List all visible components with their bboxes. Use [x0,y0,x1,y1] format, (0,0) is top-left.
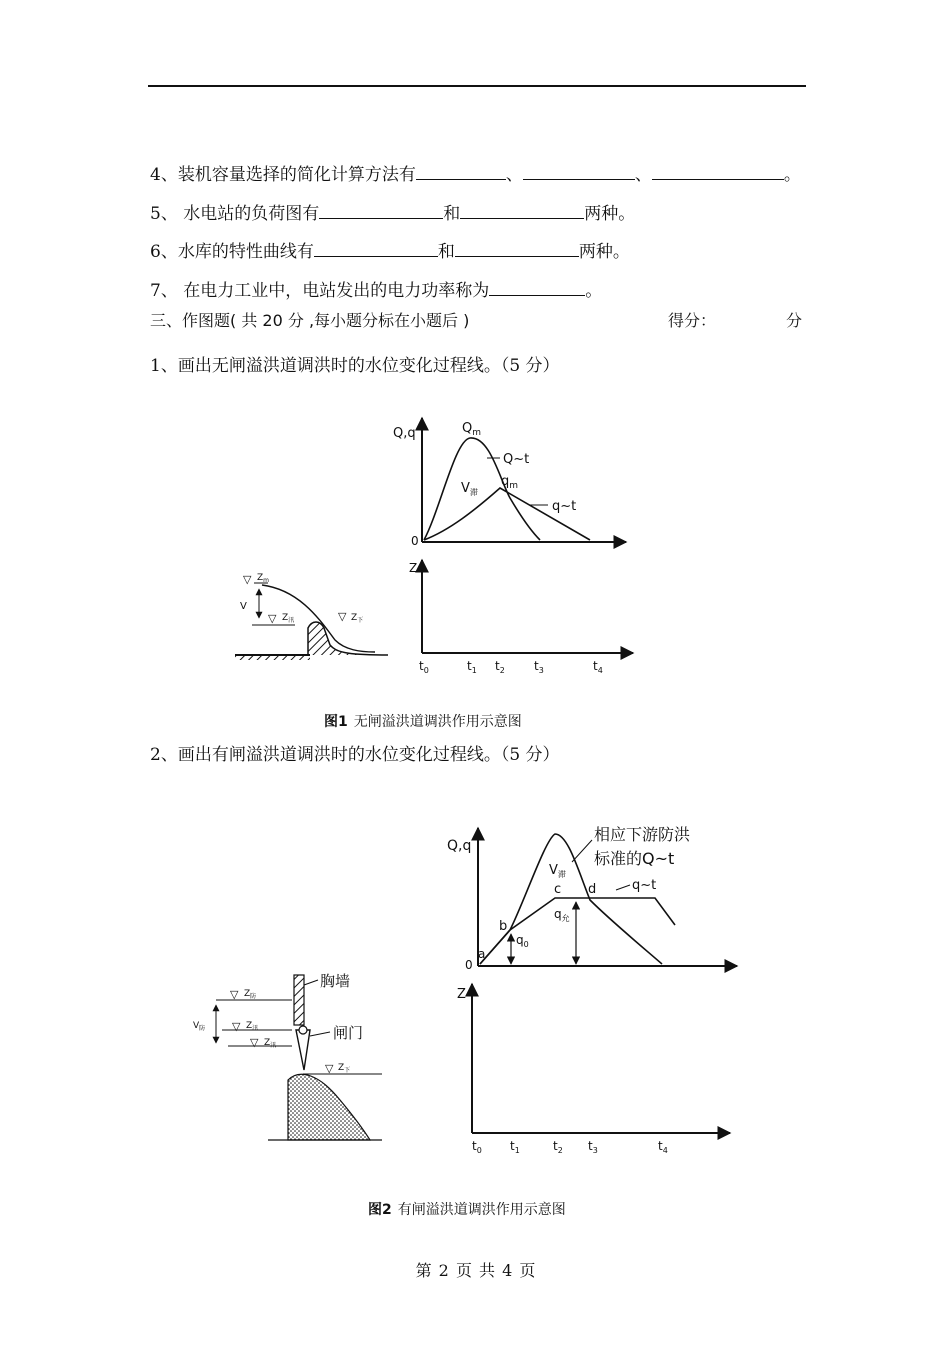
svg-text:▽: ▽ [230,988,239,1001]
fig2-v-label: $V_滞$ [549,863,566,879]
question-4-text: 4、装机容量选择的简化计算方法有 [150,165,416,185]
end-mark: 两种。 [578,242,630,262]
svg-text:▽: ▽ [325,1062,334,1075]
svg-text:▽: ▽ [232,1020,241,1033]
fig2-origin: 0 [465,958,473,972]
fig1-y-label: Q,q [393,426,416,441]
fig1-v-label: $V_滞$ [461,481,478,497]
fig2-z-label: Z [457,987,466,1002]
section-3-title: 三、作图题( 共 20 分 ,每小题分标在小题后 ) [150,311,470,330]
svg-text:Z防: $Z_防$ [244,989,257,1000]
fig1-origin: 0 [411,534,419,548]
page-footer: 第 2 页 共 4 页 [415,1261,537,1280]
figure-1-caption: 图1 无闸溢洪道调洪作用示意图 [324,714,522,730]
fig2-t2: $t_2$ [553,1139,563,1155]
fig2-c-label: c [554,882,562,897]
fig1-t3: $t_3$ [534,659,544,675]
score-unit: 分 [786,311,803,330]
fig2-qallow-label: $q_允$ [554,907,570,923]
problem-2-text: 2、画出有闸溢洪道调洪时的水位变化过程线。（5 分） [150,745,560,765]
svg-text:Z汛: $Z_汛$ [264,1038,277,1049]
end-mark: 。 [783,165,801,185]
question-6-text: 6、水库的特性曲线有 [150,242,314,262]
end-mark: 两种。 [584,204,636,224]
fig2-qt-leader [616,885,630,890]
fig2-a-label: a [478,947,486,961]
fig1-t2: $t_2$ [495,659,505,675]
conjunction: 和 [443,204,461,224]
fig2-qt-label: q~t [632,878,657,893]
end-mark: 。 [585,281,603,301]
fig2-t3: $t_3$ [588,1139,598,1155]
separator: 、 [634,165,652,185]
svg-text:Z汛: $Z_汛$ [246,1021,259,1032]
figure-2-caption: 图2 有闸溢洪道调洪作用示意图 [368,1202,566,1218]
svg-text:闸门: 闸门 [333,1024,364,1042]
svg-text:Z汛: $Z_汛$ [282,613,295,624]
fig2-outflow-curve [480,898,675,964]
svg-text:▽: ▽ [338,610,347,623]
svg-text:V: V [240,601,247,612]
problem-1-text: 1、画出无闸溢洪道调洪时的水位变化过程线。（5 分） [150,356,560,376]
svg-text:胸墙: 胸墙 [320,972,351,990]
fig2-t0: $t_0$ [472,1139,482,1155]
fig1-outflow-curve [424,488,590,540]
fig2-b-label: b [499,919,508,934]
fig2-note-line2: 标准的Q~t [594,849,675,868]
fig2-t1: $t_1$ [510,1139,520,1155]
svg-text:V防: $V_防$ [193,1021,206,1032]
fig1-q-t-label: q~t [552,499,577,514]
fig1-qm-small-label: $q_m$ [501,474,519,491]
fig2-t4: $t_4$ [658,1139,668,1155]
fig1-t0: $t_0$ [419,659,429,675]
fig1-spillway-sketch [235,573,388,660]
conjunction: 和 [437,242,455,262]
fig2-note-line1: 相应下游防洪 [594,825,691,844]
svg-text:Z下: $Z_下$ [338,1063,351,1074]
svg-text:Zm: $Z_m$ [257,573,270,584]
fig2-q0-label: $q_0$ [516,933,529,949]
fig2-d-label: d [588,882,597,897]
fig1-qm-label: $Q_m$ [462,421,482,438]
separator: 、 [505,165,523,185]
fig1-z-label: Z [409,561,418,575]
fig1-qt-label: Q~t [503,452,530,467]
fig2-gated-spillway-sketch [193,972,382,1140]
svg-text:Z下: $Z_下$ [351,613,364,624]
fig1-t4: $t_4$ [593,659,603,675]
fig2-y-label: Q,q [447,838,472,854]
question-5-text: 5、 水电站的负荷图有 [150,204,320,224]
score-label: 得分： [668,311,717,330]
svg-text:▽: ▽ [268,612,277,625]
fig2-note-leader [572,840,592,862]
svg-text:▽: ▽ [243,573,252,586]
svg-text:▽: ▽ [250,1036,259,1049]
question-7-text: 7、 在电力工业中，电站发出的电力功率称为 [150,281,490,301]
fig1-t1: $t_1$ [467,659,477,675]
